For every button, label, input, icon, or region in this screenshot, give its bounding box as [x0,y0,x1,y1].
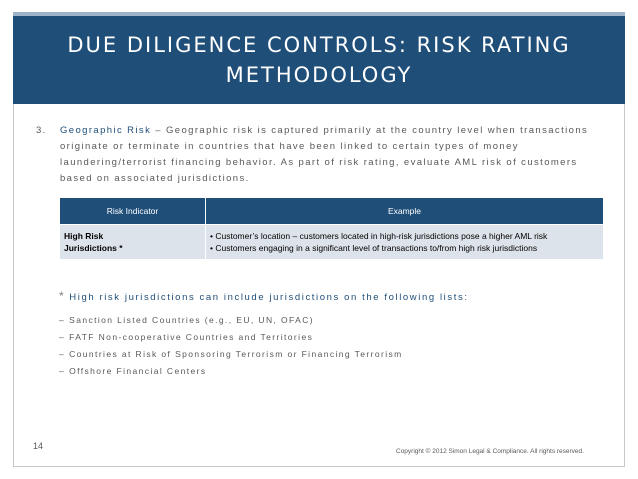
list-item [59,312,403,329]
list-item [59,346,403,363]
risk-indicator-cell [60,225,206,260]
indicator-line-1: High Risk [64,231,104,241]
note-text: High risk jurisdictions can include jurisdictions on the following lists: [69,292,469,303]
page-number: 14 [33,441,44,451]
right-border [624,104,625,466]
copyright-notice: Copyright © 2012 Simon Legal & Compliance. All rights reserved. [396,448,584,455]
title-line-2: METHODOLOGY [225,63,413,87]
list-item-text: Offshore Financial Centers [69,366,207,376]
list-item [59,329,403,346]
table-row [60,225,604,260]
left-border [13,104,14,466]
table-header-row [60,198,604,225]
example-cell [206,225,604,260]
jurisdiction-lists [59,312,403,380]
point-text: – Geographic risk is captured primarily at the country level when transactions originate or terminate in countries that have been linked to certain types of money laundering/terrorist financing behavior. As part of risk rating, evaluate AML risk of customers based on associated jurisdictions. [60,125,589,184]
asterisk-marker: * [59,289,66,303]
point-number: 3. [36,125,47,136]
list-item-text: FATF Non-cooperative Countries and Territories [69,332,314,342]
header-risk-indicator: Risk Indicator [60,198,206,225]
dash-marker: – [59,332,66,342]
example-item: • Customers engaging in a significant level of transactions to/from high risk jurisdictions [210,243,538,253]
title-bar [13,12,625,104]
title-line-1: DUE DILIGENCE CONTROLS: RISK RATING [67,33,571,57]
header-example: Example [206,198,604,225]
dash-marker: – [59,349,66,359]
indicator-line-2: Jurisdictions * [64,243,123,253]
slide-title [59,30,579,90]
point-lead: Geographic Risk [60,125,152,136]
geographic-risk-point [36,123,608,187]
list-item [59,363,403,380]
example-item: • Customer’s location – customers located in high-risk jurisdictions pose a higher AML risk [210,231,548,241]
dash-marker: – [59,366,66,376]
list-item-text: Sanction Listed Countries (e.g., EU, UN, OFAC) [69,315,314,325]
risk-table [59,197,604,260]
bottom-border [13,466,625,467]
list-item-text: Countries at Risk of Sponsoring Terrorism or Financing Terrorism [69,349,403,359]
dash-marker: – [59,315,66,325]
jurisdiction-note [59,289,619,305]
point-body [60,123,608,187]
